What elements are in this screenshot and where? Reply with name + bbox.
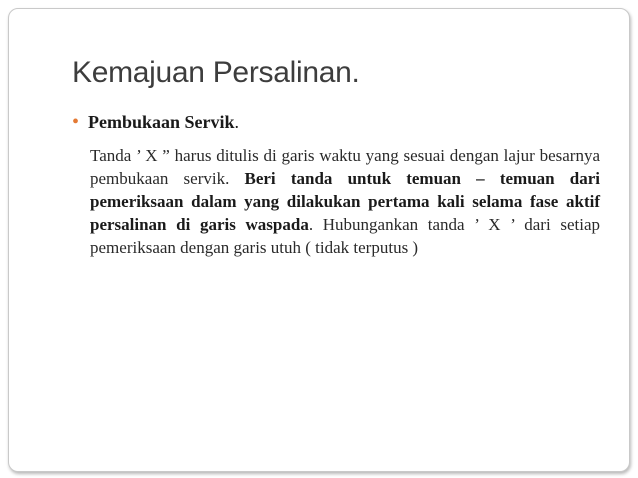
paragraph-emphasis: Beri tanda untuk temuan – temuan dari pemeriksaan dalam yang dilakukan pertama kali selama fase aktif persalinan di garis waspada xyxy=(90,169,600,234)
bullet-heading-suffix: . xyxy=(234,112,240,132)
paragraph-text-1: Tanda ’ X ” harus ditulis di garis waktu yang sesuai dengan lajur besarnya pembukaan servik. xyxy=(90,146,600,188)
slide-title: Kemajuan Persalinan. xyxy=(72,56,360,89)
bullet-item xyxy=(72,110,602,134)
body-paragraph xyxy=(90,144,600,259)
paragraph-text-2: . Hubungankan tanda ’ X ’ dari setiap pemeriksaan dengan garis utuh ( tidak terputus ) xyxy=(90,215,600,257)
bullet-dot-icon: • xyxy=(72,111,80,133)
bullet-heading: Pembukaan Servik xyxy=(88,112,235,132)
